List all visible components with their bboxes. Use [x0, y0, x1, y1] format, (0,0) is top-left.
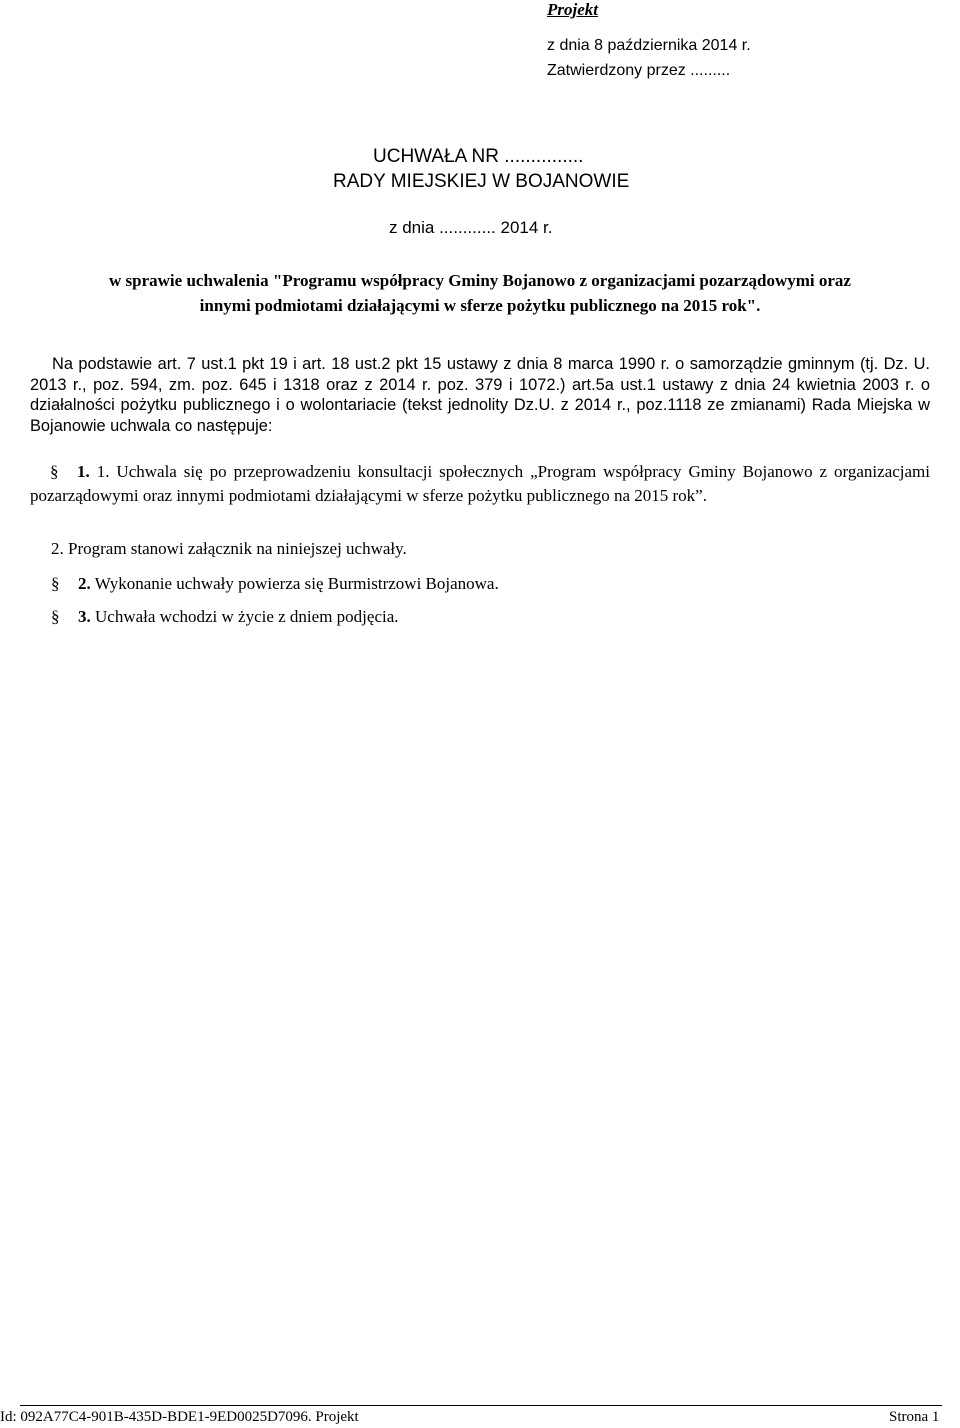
- document-id: Id: 092A77C4-901B-435D-BDE1-9ED0025D7096. Projekt: [0, 1409, 359, 1425]
- section-sign: §: [51, 607, 60, 626]
- subject-line: w sprawie uchwalenia "Programu współpracy Gminy Bojanowo z organizacjami pozarządowymi oraz: [109, 271, 851, 290]
- draft-date: z dnia 8 października 2014 r.: [547, 37, 751, 54]
- paragraph-1-point-2: 2. Program stanowi załącznik na niniejszej uchwały.: [51, 539, 407, 558]
- section-sign: §: [51, 574, 60, 593]
- section-sign: §: [50, 462, 59, 481]
- paragraph-text: Wykonanie uchwały powierza się Burmistrzowi Bojanowa.: [90, 574, 499, 593]
- paragraph-text: 1. Uchwala się po przeprowadzeniu konsultacji społecznych „Program współpracy Gminy Bojanowo z organizacjami pozarządowymi oraz innymi podmiotami działającymi w sferze pożytku publicznego na 2015 rok”.: [30, 462, 931, 505]
- preamble-text: Na podstawie art. 7 ust.1 pkt 19 i art. 18 ust.2 pkt 15 ustawy z dnia 8 marca 1990 r. o samorządzie gminnym (tj. Dz. U. 2013 r., poz. 594, zm. poz. 645 i 1318 oraz z 2014 r. poz. 379 i 1072.) art.5a ust.1 ustawy z dnia 24 kwietnia 2003 r. o działalności pożytku publicznego i o wolontariacie (tekst jednolity Dz.U. z 2014 r., poz.1118 ze zmianami) Rada Miejska w Bojanowie uchwala co następuje:: [30, 355, 930, 435]
- paragraph-text: Uchwała wchodzi w życie z dniem podjęcia.: [90, 607, 399, 626]
- preamble: [30, 354, 930, 436]
- resolution-date: z dnia ............ 2014 r.: [389, 218, 553, 237]
- footer-divider: [20, 1405, 942, 1406]
- paragraph-2: [51, 574, 499, 594]
- projekt-label: Projekt: [547, 0, 598, 19]
- subject-line: innymi podmiotami działającymi w sferze pożytku publicznego na 2015 rok".: [199, 296, 761, 315]
- paragraph-1: [30, 460, 930, 508]
- paragraph-number: 3.: [78, 607, 91, 626]
- paragraph-number: 2.: [78, 574, 91, 593]
- approved-by-line: Zatwierdzony przez .........: [547, 62, 731, 79]
- resolution-subject: [0, 268, 960, 318]
- paragraph-3: [51, 607, 399, 627]
- page-number: Strona 1: [889, 1409, 940, 1425]
- paragraph-number: 1.: [77, 462, 90, 481]
- council-name: RADY MIEJSKIEJ W BOJANOWIE: [333, 171, 630, 192]
- resolution-number: UCHWAŁA NR ...............: [373, 146, 584, 167]
